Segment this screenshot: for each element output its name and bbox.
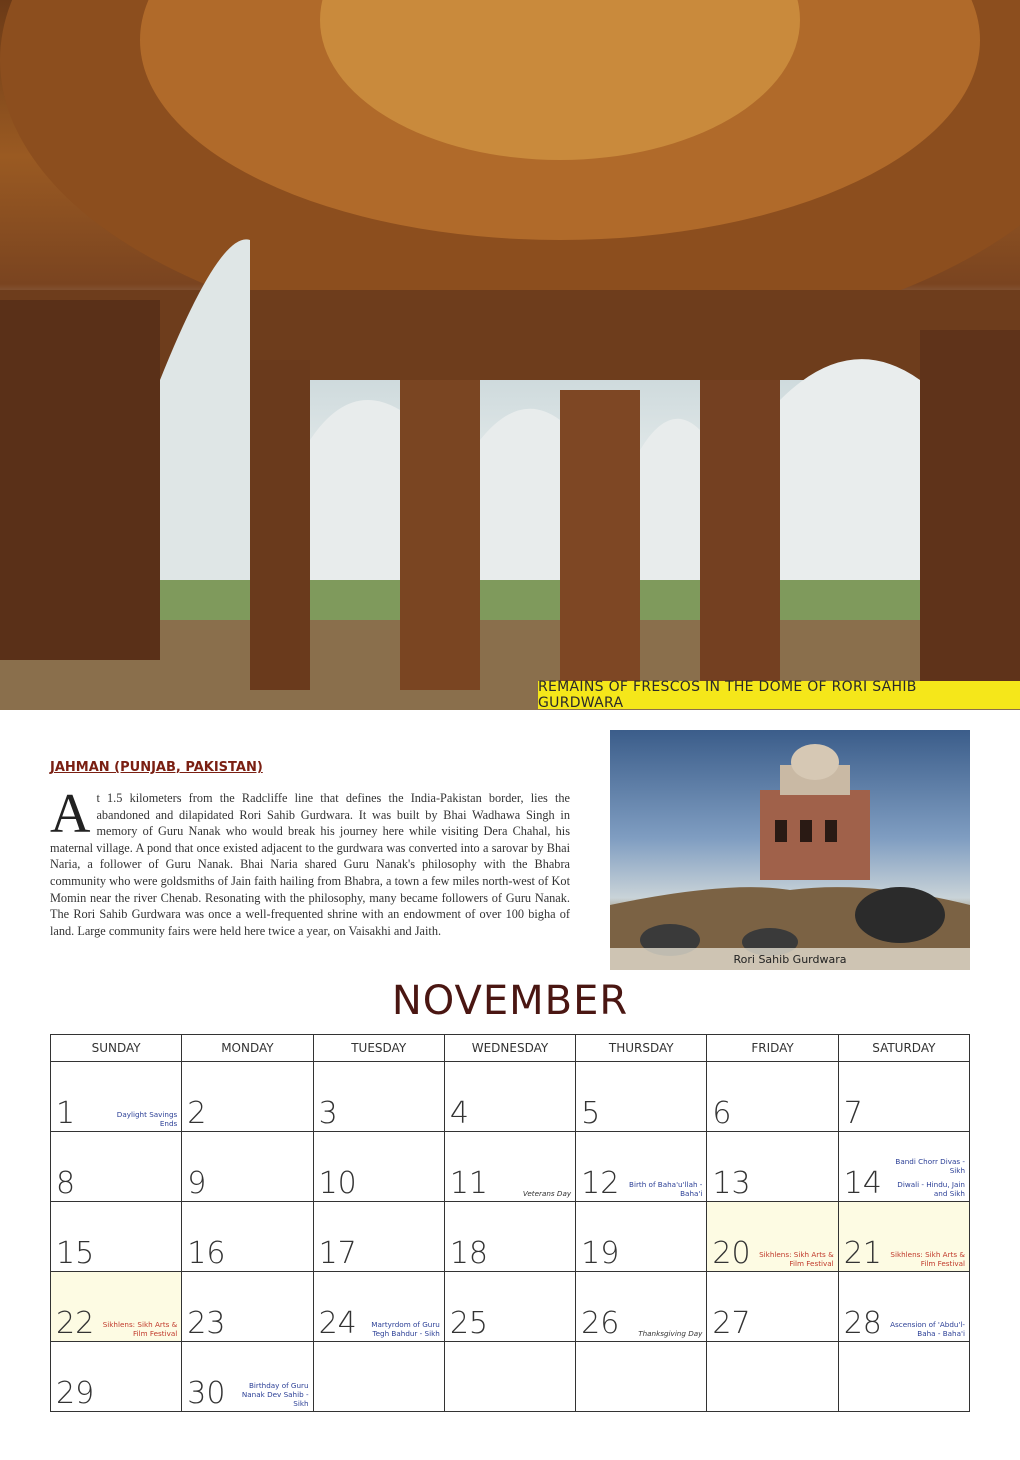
event-label: Thanksgiving Day [638, 1329, 703, 1338]
day-number: 16 [187, 1236, 226, 1271]
event-label: Diwali - Hindu, Jain and Sikh [897, 1180, 965, 1198]
day-events [99, 1110, 177, 1128]
day-cell-21 [838, 1202, 969, 1272]
day-cell-6 [707, 1062, 838, 1132]
event-label: Birth of Baha'u'llah - Baha'i [629, 1180, 703, 1198]
day-cell-18 [444, 1202, 575, 1272]
weekday-header-sunday: SUNDAY [51, 1035, 182, 1062]
day-number: 10 [318, 1166, 357, 1201]
event-label: Ascension of 'Abdu'l-Baha - Baha'i [890, 1320, 965, 1338]
day-number: 26 [581, 1306, 620, 1341]
weekday-header-friday: FRIDAY [707, 1035, 838, 1062]
day-cell-5 [576, 1062, 707, 1132]
hero-caption: REMAINS OF FRESCOS IN THE DOME OF RORI SAHIB GURDWARA [538, 681, 1020, 709]
day-number: 17 [318, 1236, 357, 1271]
day-number: 13 [712, 1166, 751, 1201]
calendar-week-row [51, 1062, 970, 1132]
day-cell-24 [313, 1272, 444, 1342]
day-events [99, 1320, 177, 1338]
day-number: 5 [581, 1096, 601, 1131]
day-cell-15 [51, 1202, 182, 1272]
day-cell-28 [838, 1272, 969, 1342]
day-events [493, 1189, 571, 1198]
event-label: Sikhlens: Sikh Arts & Film Festival [890, 1250, 965, 1268]
calendar-grid [50, 1034, 970, 1412]
drop-cap: A [50, 783, 91, 845]
hero-photo [0, 0, 1020, 710]
event-label: Veterans Day [522, 1189, 572, 1198]
day-events [887, 1320, 965, 1338]
side-photo [610, 730, 970, 970]
calendar-week-row [51, 1342, 970, 1412]
day-cell-4 [444, 1062, 575, 1132]
day-events [756, 1250, 834, 1268]
day-number: 18 [449, 1236, 489, 1271]
event-label: Bandi Chorr Divas - Sikh [895, 1157, 965, 1175]
empty-day-cell [444, 1342, 575, 1412]
weekday-header-saturday: SATURDAY [838, 1035, 969, 1062]
day-cell-16 [182, 1202, 313, 1272]
article-title: JAHMAN (PUNJAB, PAKISTAN) [50, 760, 263, 775]
event-label: Martyrdom of Guru Tegh Bahdur - Sikh [371, 1320, 440, 1338]
calendar-week-row [51, 1132, 970, 1202]
side-photo-caption: Rori Sahib Gurdwara [610, 948, 970, 970]
day-cell-12 [576, 1132, 707, 1202]
day-cell-14 [838, 1132, 969, 1202]
day-cell-2 [182, 1062, 313, 1132]
day-events [231, 1381, 309, 1408]
month-title: NOVEMBER [391, 978, 629, 1024]
empty-day-cell [707, 1342, 838, 1412]
day-number: 22 [56, 1306, 95, 1341]
day-cell-19 [576, 1202, 707, 1272]
calendar-week-row [51, 1202, 970, 1272]
day-cell-29 [51, 1342, 182, 1412]
day-cell-8 [51, 1132, 182, 1202]
day-number: 15 [56, 1236, 95, 1271]
empty-day-cell [576, 1342, 707, 1412]
day-cell-17 [313, 1202, 444, 1272]
day-events [887, 1250, 965, 1268]
day-events [624, 1180, 702, 1198]
event-label: Sikhlens: Sikh Arts & Film Festival [102, 1320, 178, 1338]
weekday-header-monday: MONDAY [182, 1035, 313, 1062]
day-cell-13 [707, 1132, 838, 1202]
day-events [624, 1329, 702, 1338]
day-number: 24 [318, 1306, 357, 1341]
day-number: 1 [56, 1096, 76, 1131]
day-cell-26 [576, 1272, 707, 1342]
day-cell-20 [707, 1202, 838, 1272]
event-label: Daylight Savings Ends [116, 1110, 178, 1128]
day-events [362, 1320, 440, 1338]
day-number: 2 [187, 1096, 207, 1131]
day-number: 28 [843, 1306, 882, 1341]
day-number: 9 [187, 1166, 207, 1201]
day-number: 25 [449, 1306, 489, 1341]
event-label: Birthday of Guru Nanak Dev Sahib - Sikh [241, 1381, 309, 1408]
calendar-week-row [51, 1272, 970, 1342]
day-cell-25 [444, 1272, 575, 1342]
weekday-header-wednesday: WEDNESDAY [444, 1035, 575, 1062]
event-label: Sikhlens: Sikh Arts & Film Festival [759, 1250, 834, 1268]
day-cell-27 [707, 1272, 838, 1342]
gurdwara-illustration [610, 730, 970, 970]
day-number: 7 [843, 1096, 863, 1131]
day-cell-22 [51, 1272, 182, 1342]
day-number: 27 [712, 1306, 751, 1341]
empty-day-cell [313, 1342, 444, 1412]
day-number: 3 [318, 1096, 338, 1131]
day-cell-9 [182, 1132, 313, 1202]
day-cell-10 [313, 1132, 444, 1202]
day-number: 29 [56, 1376, 95, 1411]
day-number: 12 [581, 1166, 620, 1201]
day-number: 14 [843, 1166, 882, 1201]
weekday-header-tuesday: TUESDAY [313, 1035, 444, 1062]
calendar-body [51, 1062, 970, 1412]
day-cell-3 [313, 1062, 444, 1132]
day-number: 6 [712, 1096, 732, 1131]
day-cell-11 [444, 1132, 575, 1202]
day-cell-30 [182, 1342, 313, 1412]
day-number: 23 [187, 1306, 226, 1341]
article-text: t 1.5 kilometers from the Radcliffe line that defines the India-Pakistan border, lies the abandoned and dilapidated Rori Sahib Gurdwara. It was built by Bhai Wadhawa Singh in memory of Guru Nanak who would break his journey here while visiting Dera Chahal, his maternal village. A pond that once existed adjacent to the gurdwara was converted into a sarovar by Bhai Naria, a follower of Guru Nanak. Bhai Naria shared Guru Nanak's philosophy with the Bhabra community who were goldsmiths of Jain faith hailing from Bhabra, a town a few miles north-west of Kot Momin near the river Chenab. Resonating with the philosophy, many became followers of Guru Nanak. The Rori Sahib Gurdwara was once a well-frequented shrine with an endowment of over 100 bigha of land. Large community fairs were held here twice a year, on Vaisakhi and Jaith. [50, 791, 570, 938]
day-number: 19 [581, 1236, 620, 1271]
weekday-header-thursday: THURSDAY [576, 1035, 707, 1062]
day-number: 8 [56, 1166, 76, 1201]
day-cell-23 [182, 1272, 313, 1342]
day-number: 11 [449, 1166, 489, 1201]
hero-dome-illustration [0, 0, 1020, 710]
empty-day-cell [838, 1342, 969, 1412]
day-number: 21 [843, 1236, 882, 1271]
day-number: 30 [187, 1376, 226, 1411]
day-cell-1 [51, 1062, 182, 1132]
day-events [887, 1157, 965, 1198]
day-number: 20 [712, 1236, 751, 1271]
article-body [50, 783, 570, 939]
weekday-header-row [51, 1035, 970, 1062]
day-cell-7 [838, 1062, 969, 1132]
day-number: 4 [449, 1096, 469, 1131]
